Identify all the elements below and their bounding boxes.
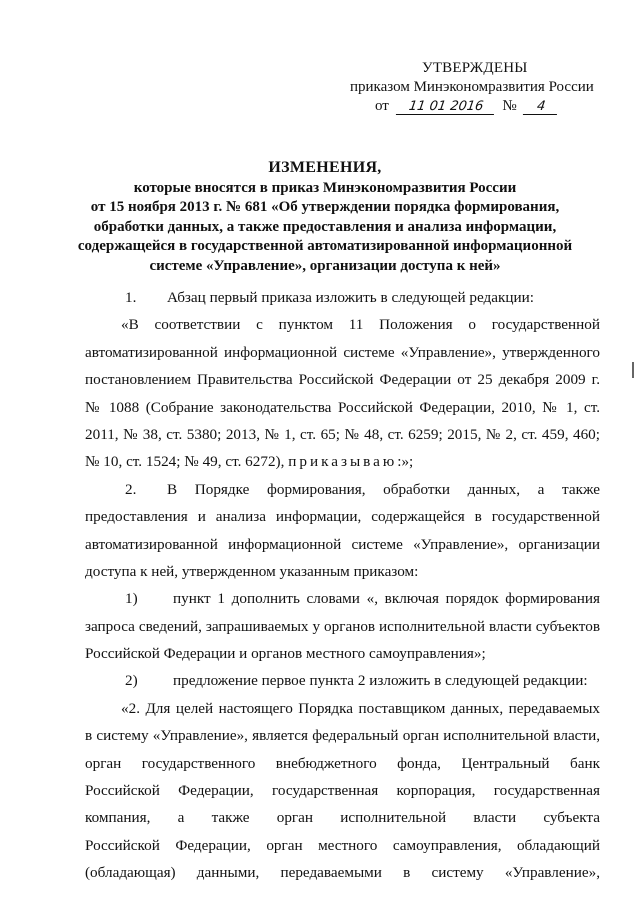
paragraph-text: В Порядке формирования, обработки данных, а также [167, 480, 600, 498]
heading-line: обработки данных, а также предоставления и анализа информации, [93, 218, 557, 235]
document-heading [40, 158, 610, 276]
quote-line: автоматизированной информационной системе «Управление», утвержденного [85, 343, 600, 361]
approval-date-line [375, 97, 558, 116]
quote-line: «2. Для целей настоящего Порядка поставщиком данных, передаваемых [121, 699, 600, 717]
paragraph-line: автоматизированной информационной системе «Управление», организации [85, 535, 600, 553]
approval-title: УТВЕРЖДЕНЫ [422, 60, 528, 76]
paragraph-text: Абзац первый приказа изложить в следующей редакции: [167, 289, 534, 306]
subitem-text: пункт 1 дополнить словами «, включая порядок формирования [173, 590, 600, 608]
paragraph-1-line [85, 284, 600, 311]
quote-line: постановлением Правительства Российской Федерации от 25 декабря 2009 г. [85, 371, 600, 389]
quote-line: орган государственного внебюджетного фонда, Центральный банк [85, 754, 600, 772]
date-prefix: от [375, 98, 389, 114]
handwritten-number: 4 [523, 99, 559, 115]
quote-line: Российской Федерации, орган местного самоуправления, обладающий [85, 836, 600, 854]
number-prefix: № [502, 98, 517, 114]
item-number: 1. [125, 289, 137, 306]
quote-line: Российской Федерации, государственная корпорация, государственная [85, 782, 600, 800]
quote-line-end [85, 448, 600, 475]
heading-title: ИЗМЕНЕНИЯ, [268, 159, 382, 176]
quote-text: № 10, ст. 1524; № 49, ст. 6272), [85, 453, 289, 471]
subitem-line: Российской Федерации и органов местного самоуправления»; [85, 645, 486, 663]
document-body [85, 284, 600, 887]
paragraph-line: доступа к ней, утвержденном указанным приказом: [85, 562, 419, 580]
item-number: 2. [125, 480, 137, 498]
quote-text: :»; [397, 453, 414, 471]
subitem-2-line [85, 667, 600, 694]
quote-line: № 1088 (Собрание законодательства Российской Федерации, 2010, № 1, ст. [85, 398, 600, 416]
subitem-number: 1) [125, 590, 138, 608]
heading-line: от 15 ноября 2013 г. № 681 «Об утверждении порядка формирования, [90, 199, 560, 215]
quote-line: «В соответствии с пунктом 11 Положения о государственной [121, 316, 600, 334]
approval-order-line: приказом Минэкономразвития России [350, 79, 594, 95]
heading-line: которые вносятся в приказ Минэкономразвития России [133, 179, 517, 196]
subitem-1-line [85, 585, 600, 612]
quote-line: 2011, № 38, ст. 5380; 2013, № 1, ст. 65; № 48, ст. 6259; 2015, № 2, ст. 459, 460; [85, 425, 600, 443]
handwritten-date: 11 01 2016 [395, 99, 495, 115]
subitem-number: 2) [125, 672, 138, 690]
heading-line: содержащейся в государственной автоматизированной информационной [77, 238, 573, 254]
quote-line: компания, а также орган исполнительной власти субъекта [85, 809, 600, 827]
paragraph-2-line [85, 476, 600, 503]
heading-line: системе «Управление», организации доступа к ней» [149, 257, 501, 274]
subitem-text: предложение первое пункта 2 изложить в следующей редакции: [173, 672, 588, 690]
scan-artifact-mark [632, 362, 634, 378]
quote-line: в систему «Управление», является федеральный орган исполнительной власти, [85, 727, 600, 745]
paragraph-line: предоставления и анализа информации, содержащейся в государственной [85, 508, 600, 526]
subitem-line: запроса сведений, запрашиваемых у органов исполнительной власти субъектов [85, 617, 600, 635]
order-word: приказываю [288, 453, 398, 471]
quote-line: (обладающая) данными, передаваемыми в систему «Управление», [85, 864, 600, 882]
